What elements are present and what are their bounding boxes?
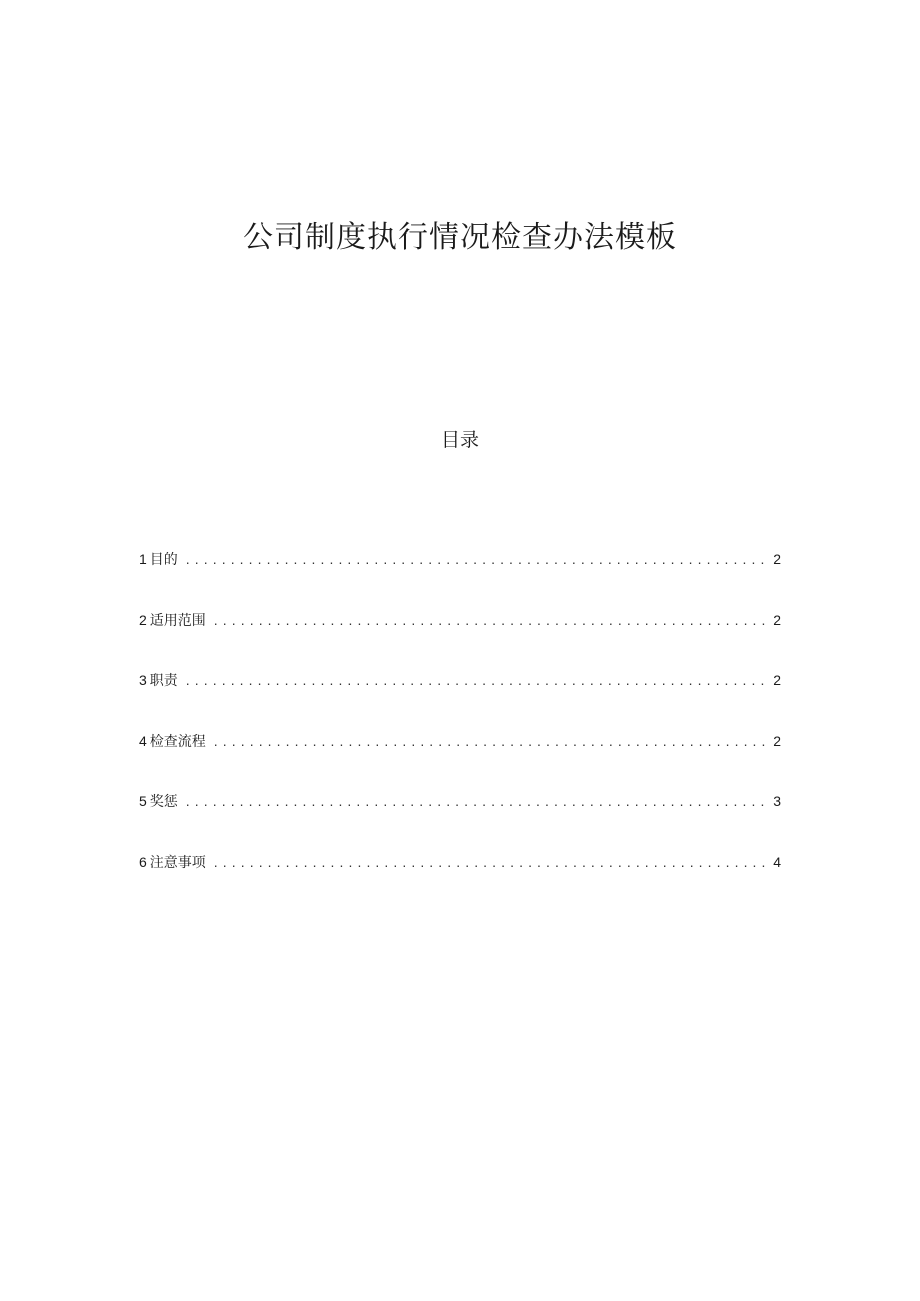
toc-entry-number: 3 bbox=[139, 672, 147, 689]
toc-dot-leader bbox=[214, 607, 767, 633]
toc-heading: 目录 bbox=[440, 429, 479, 451]
toc-entry-page: 4 bbox=[773, 853, 781, 870]
toc-entry-label: 适用范围 bbox=[149, 612, 206, 629]
toc-entry-number: 6 bbox=[139, 853, 147, 870]
toc-entry-label: 目的 bbox=[149, 552, 178, 568]
toc-entry-page: 2 bbox=[773, 551, 781, 567]
toc-dot-leader bbox=[186, 546, 767, 572]
toc-entry-notes[interactable] bbox=[139, 849, 781, 910]
toc-entry-label: 奖惩 bbox=[149, 794, 178, 811]
toc-dot-leader bbox=[186, 788, 767, 814]
toc-dot-leader bbox=[186, 667, 767, 693]
toc-entry-label: 检查流程 bbox=[149, 733, 206, 750]
toc-dot-leader bbox=[214, 728, 767, 754]
toc-entry-scope[interactable] bbox=[139, 607, 781, 668]
toc-entry-page: 2 bbox=[773, 672, 781, 689]
toc-entry-number: 5 bbox=[139, 793, 147, 810]
toc-entry-rewards-penalties[interactable] bbox=[139, 788, 781, 849]
toc-entry-number: 1 bbox=[139, 551, 147, 567]
toc-entry-page: 2 bbox=[773, 732, 781, 749]
table-of-contents bbox=[139, 546, 781, 910]
toc-entry-page: 3 bbox=[773, 793, 781, 810]
toc-entry-inspection-process[interactable] bbox=[139, 728, 781, 789]
toc-entry-number: 2 bbox=[139, 611, 147, 628]
toc-entry-page: 2 bbox=[773, 611, 781, 628]
toc-dot-leader bbox=[214, 849, 767, 875]
toc-entry-responsibilities[interactable] bbox=[139, 667, 781, 728]
toc-entry-label: 职责 bbox=[149, 673, 178, 690]
toc-entry-purpose[interactable] bbox=[139, 546, 781, 607]
toc-entry-label: 注意事项 bbox=[149, 854, 206, 871]
toc-entry-number: 4 bbox=[139, 732, 147, 749]
document-title: 公司制度执行情况检查办法模板 bbox=[243, 220, 677, 255]
